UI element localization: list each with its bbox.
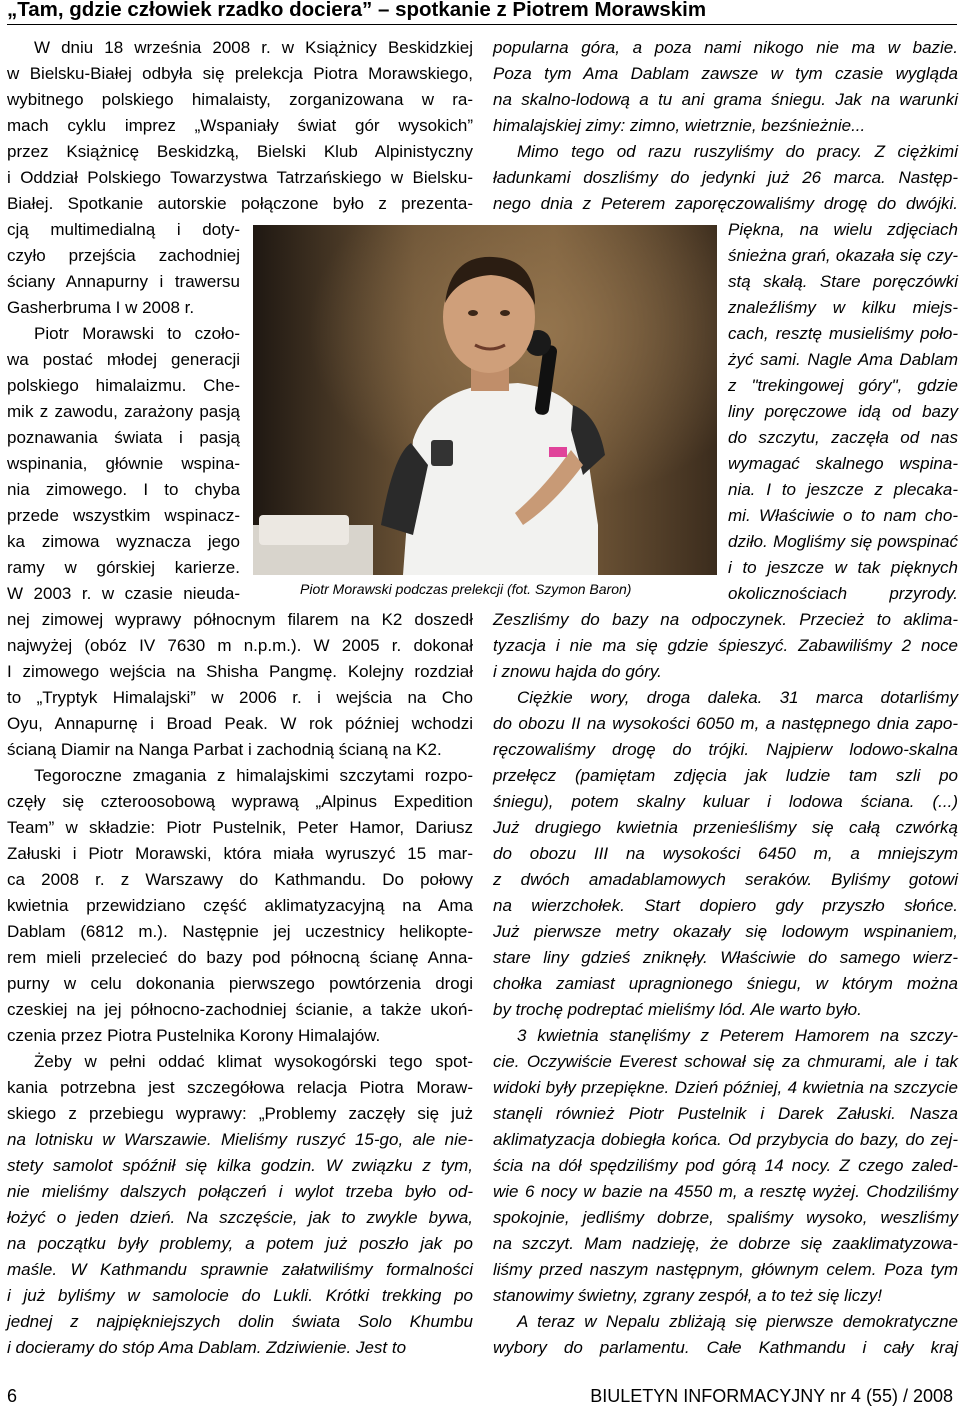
text-line: ramy w górskiej karierze. [7, 558, 240, 577]
text-line: ścianą Diamir na Nanga Parbat i zachodnią ścianą na K2. [7, 740, 442, 759]
text-line: nia. I to jeszcze z plecaka- [728, 480, 958, 499]
title-rule [7, 24, 957, 25]
text-line: Oyu, Annapurnę i Broad Peak. W rok później wchodzi [7, 714, 473, 733]
text-line: spokojnie, jedliśmy dobrze, spaliśmy wysoko, weszliśmy [493, 1208, 958, 1227]
text-line: w Bielsku-Białej odbyła się prelekcja Piotra Morawskiego, [7, 64, 473, 83]
text-line: przez Książnicę Beskidzką, Bielski Klub Alpinistyczny [7, 142, 473, 161]
text-line: nej zimowej wyprawy północnym filarem na K2 doszedł [7, 610, 473, 629]
text-line: z dwóch amadablamowych seraków. Byliśmy gotowi [493, 870, 958, 889]
text-line: Ciężkie wory, droga daleka. 31 marca dotarliśmy [517, 688, 958, 707]
text-line: Poza tym Ama Dablam zawsze w tym czasie wygląda [493, 64, 958, 83]
text-line: poznawania świata i pasją [7, 428, 240, 447]
text-line: chołka zamiast upragnionego śniegu, w którym można [493, 974, 958, 993]
text-line: maśle. W Kathmandu sprawnie załatwiliśmy formalności [7, 1260, 473, 1279]
text-line: częły się czteroosobową wyprawą „Alpinus Expedition [7, 792, 473, 811]
text-line: nie mieliśmy dalszych połączeń i wylot trzeba było od- [7, 1182, 473, 1201]
text-line: stety samolot spóźnił się kilka godzin. W związku z tym, [7, 1156, 473, 1175]
text-line: cie. Oczywiście Everest schował się za chmurami, ale i tak [493, 1052, 958, 1071]
text-line: śnieżna grań, okazała się czy- [728, 246, 958, 265]
text-line: najwyżej (obóz IV 7630 m n.p.m.). W 2005 r. dokonał [7, 636, 473, 655]
photo-caption: Piotr Morawski podczas prelekcji (fot. Szymon Baron) [300, 581, 632, 597]
text-line: Dablam (6812 m.). Następnie jej uczestnicy helikopte- [7, 922, 473, 941]
text-line: ka zimowa wyznacza jego [7, 532, 240, 551]
text-line: purny w celu dokonania pierwszego powtórzenia drogi [7, 974, 473, 993]
text-line: wspinania, głównie wspina- [7, 454, 240, 473]
text-line: Piotr Morawski to czoło- [34, 324, 240, 343]
text-line: widoki były przepiękne. Dzień później, 4 kwietnia na szczycie [493, 1078, 958, 1097]
text-line: na skalno-lodową a tu ani grama śniegu. Jak na warunki [493, 90, 958, 109]
text-line: Załuski i Piotr Morawski, która miała wyruszyć 15 mar- [7, 844, 473, 863]
text-line: cach, resztę musieliśmy poło- [728, 324, 958, 343]
text-line: śniegu), potem skalny kuluar i lodowa ściana. (...) [493, 792, 958, 811]
text-line: ca 2008 r. z Warszawy do Kathmandu. Do połowy [7, 870, 473, 889]
text-line: wa postać młodej generacji [7, 350, 240, 369]
text-line: rem mieli przelecieć do bazy pod północną ścianę Anna- [7, 948, 473, 967]
text-line: i to jeszcze w tak pięknych [728, 558, 958, 577]
text-line: łożyć o jeden dzień. Na szczęście, jak to zwykle bywa, [7, 1208, 473, 1227]
text-line: wymagać skalnego wspina- [728, 454, 958, 473]
text-line: popularna góra, a poza nami nikogo nie ma w bazie. [493, 38, 958, 57]
text-line: Zeszliśmy do bazy na odpoczynek. Przecież to aklima- [493, 610, 958, 629]
speaker-photo-image [253, 225, 717, 575]
text-line: tyzacja i nie ma się gdzie śpieszyć. Zabawiliśmy 2 noce [493, 636, 958, 655]
text-line: ściany Annapurny i trawersu [7, 272, 240, 291]
text-line: na początku były problemy, a potem już poszło jak po [7, 1234, 473, 1253]
text-line: przełęcz (pamiętam zdjęcia jak ludzie tam szli po [493, 766, 958, 785]
text-line: czyło przejścia zachodniej [7, 246, 240, 265]
text-line: stanowimy świetny, zgrany zespół, a to też się liczy! [493, 1286, 882, 1305]
text-line: aklimatyzacja dobiegła końca. Od przybycia do bazy, do zej- [493, 1130, 958, 1149]
text-line: Białej. Spotkanie autorskie połączone było z prezenta- [7, 194, 473, 213]
text-line: i docieramy do stóp Ama Dablam. Zdziwienie. Jest to [7, 1338, 407, 1357]
text-line: do szczytu, zaczęła od nas [728, 428, 958, 447]
text-line: Gasherbruma I w 2008 r. [7, 298, 195, 317]
text-line: stare liny gdzieś zniknęły. Właściwie do samego wierz- [493, 948, 958, 967]
text-line: liśmy przed naszym następnym, głównym celem. Poza tym [493, 1260, 958, 1279]
text-line: ładunkami doszliśmy do jedynki już 26 marca. Następ- [493, 168, 958, 187]
text-line: wybory do parlamentu. Całe Kathmandu i cały kraj [493, 1338, 958, 1357]
text-line: nego dnia z Peterem zaporęczowaliśmy drogę do dwójki. [493, 194, 958, 213]
text-line: A teraz w Nepalu zbliżają się pierwsze demokratyczne [517, 1312, 958, 1331]
text-line: himalajskiej zimy: zimno, wietrznie, bezśnieżnie... [493, 116, 866, 135]
text-line: wybitnego polskiego himalaisty, zorganizowana w ra- [7, 90, 473, 109]
text-line: czenia przez Piotra Pustelnika Korony Himalajów. [7, 1026, 381, 1045]
text-line: kwietnia przewidziano część aklimatyzacyjną na Ama [7, 896, 473, 915]
text-line: Już pierwsze metry okazały się lodowym wspinaniem, [493, 922, 958, 941]
text-line: cją multimedialną i doty- [7, 220, 240, 239]
text-line: liny poręczowe idą od bazy [728, 402, 958, 421]
text-line: 3 kwietnia stanęliśmy z Peterem Hamorem na szczy- [517, 1026, 958, 1045]
text-line: stanęli również Piotr Pustelnik i Darek Załuski. Nasza [493, 1104, 958, 1123]
text-line: nia zimowego. I to chyba [7, 480, 240, 499]
text-line: stą skałą. Stare poręczówki [728, 272, 958, 291]
text-line: Piękna, na wielu zdjęciach [728, 220, 958, 239]
text-line: Mimo tego od razu ruszyliśmy do pracy. Z ciężkimi [517, 142, 958, 161]
text-line: do obozu II na wysokości 6050 m, a następnego dnia zapo- [493, 714, 958, 733]
text-line: Już drugiego kwietnia przenieśliśmy się całą czwórką [493, 818, 958, 837]
text-line: na wierzchołek. Start dopiero gdy przyszło słońce. [493, 896, 958, 915]
text-line: ścia na dół spędziliśmy pod górą 14 nocy. Z czego zaled- [493, 1156, 958, 1175]
text-line: W 2003 r. w czasie nieuda- [7, 584, 240, 603]
text-line: mach cyklu imprez „Wspaniały świat gór wysokich” [7, 116, 473, 135]
text-line: znaleźliśmy w kilku miejs- [728, 298, 958, 317]
text-line: Żeby w pełni oddać klimat wysokogórski tego spot- [34, 1052, 473, 1071]
text-line: Team” w składzie: Piotr Pustelnik, Peter Hamor, Dariusz [7, 818, 473, 837]
text-line: by trochę podreptać mieliśmy lód. Ale warto było. [493, 1000, 862, 1019]
text-line: I zimowego wejścia na Shisha Pangmę. Kolejny rozdział [7, 662, 473, 681]
text-line: na lotnisku w Warszawie. Mieliśmy ruszyć 15-go, ale nie- [7, 1130, 473, 1149]
text-line: dziło. Mogliśmy się powspinać [728, 532, 958, 551]
text-line: i już byliśmy w samolocie do Lukli. Krótki trekking po [7, 1286, 473, 1305]
text-line: mi. Właściwie o to nam cho- [728, 506, 958, 525]
text-line: do obozu III na wysokości 6450 m, a mniejszym [493, 844, 958, 863]
text-line: to „Tryptyk Himalajski” w 2006 r. i wejścia na Cho [7, 688, 473, 707]
text-line: W dniu 18 września 2008 r. w Książnicy Beskidzkiej [34, 38, 473, 57]
text-line: skiego z przebiegu wyprawy: „Problemy zaczęły się już [7, 1104, 473, 1123]
text-line: przede wszystkim wspinacz- [7, 506, 240, 525]
text-line: żyć sami. Nagle Ama Dablam [728, 350, 958, 369]
text-line: jednej z najpiękniejszych dolin świata Solo Khumbu [7, 1312, 473, 1331]
text-line: okolicznościach przyrody. [728, 584, 958, 603]
text-line: mik z zawodu, zarażony pasją [7, 402, 240, 421]
article-title: „Tam, gdzie człowiek rzadko dociera” – spotkanie z Piotrem Morawskim [7, 0, 707, 21]
text-line: i znowu hajda do góry. [493, 662, 662, 681]
text-line: Tegoroczne zmagania z himalajskimi szczytami rozpo- [34, 766, 473, 785]
text-line: i Oddział Polskiego Towarzystwa Tatrzańskiego w Bielsku- [7, 168, 473, 187]
speaker-photo [253, 225, 717, 575]
text-line: czeskiej na jej północno-zachodniej ścianie, a także ukoń- [7, 1000, 473, 1019]
text-line: kania potrzebna jest szczegółowa relacja Piotra Moraw- [7, 1078, 473, 1097]
text-line: wie 6 nocy w bazie na 4550 m, a resztę wyżej. Chodziliśmy [493, 1182, 958, 1201]
text-line: ręczowaliśmy drogę do trójki. Najpierw lodowo-skalna [493, 740, 958, 759]
publication-footer: BIULETYN INFORMACYJNY nr 4 (55) / 2008 [590, 1386, 953, 1406]
text-line: na szczyt. Mam nadzieję, że dobrze się zaaklimatyzowa- [493, 1234, 958, 1253]
page-number: 6 [7, 1386, 18, 1406]
text-line: polskiego himalaizmu. Che- [7, 376, 240, 395]
text-line: z "trekingowej góry", gdzie [728, 376, 958, 395]
